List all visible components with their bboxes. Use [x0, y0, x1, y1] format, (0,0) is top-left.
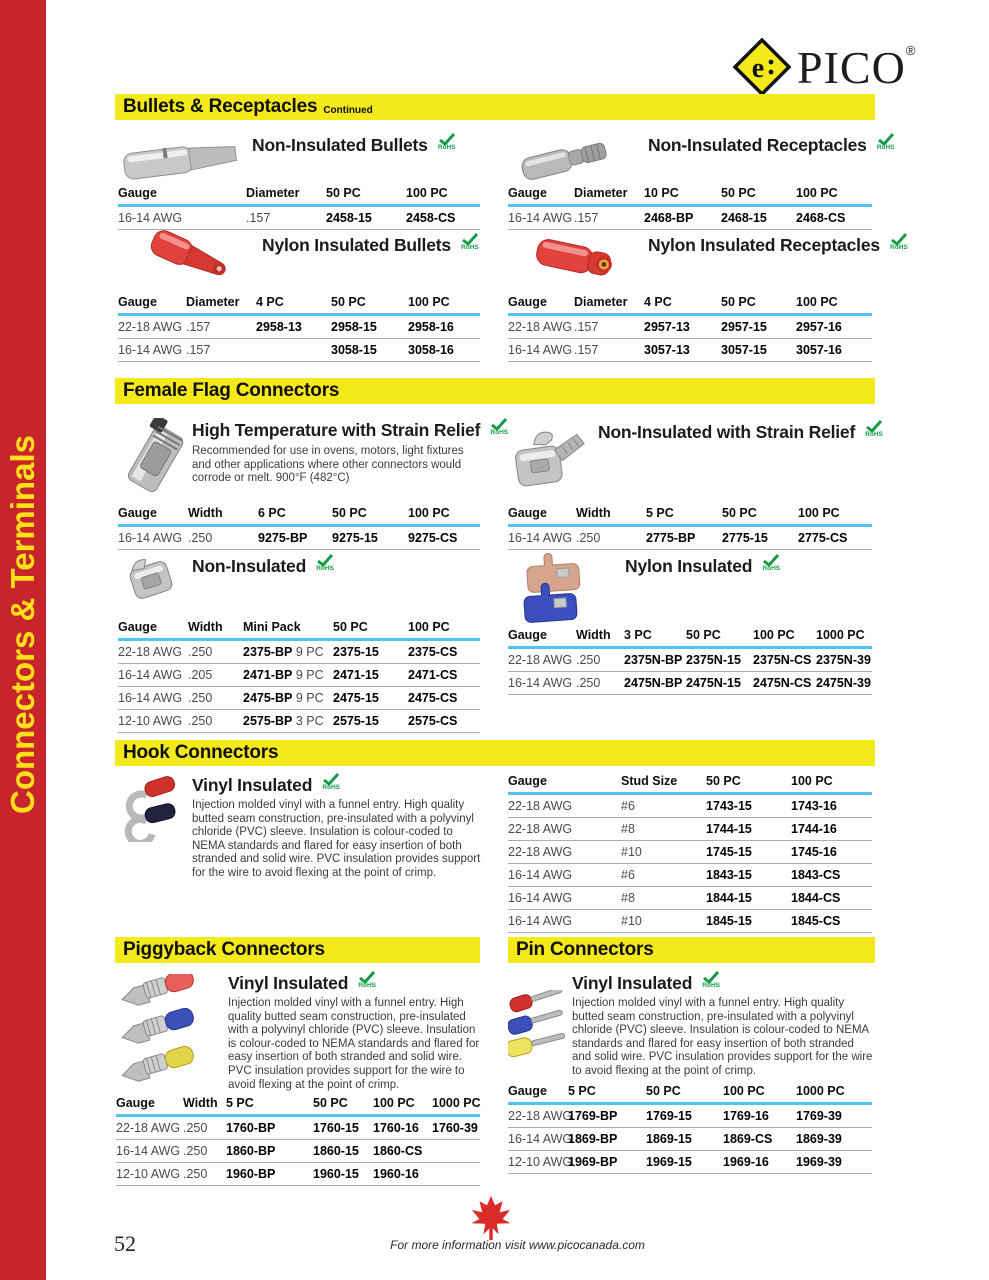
- table-cell: #8: [621, 891, 635, 905]
- table-cell: 2957-15: [721, 320, 767, 334]
- product-image-high-temp-flag: [118, 418, 192, 511]
- table-cell: 1969-39: [796, 1155, 842, 1169]
- section-title-suffix: Continued: [323, 104, 373, 116]
- table-cell: 9275-15: [332, 531, 378, 545]
- table-row: [118, 316, 480, 339]
- table-cell: .250: [183, 1144, 208, 1158]
- column-header: 50 PC: [722, 506, 757, 520]
- table-cell: 1869-BP: [568, 1132, 618, 1146]
- table-cell: 2458-15: [326, 211, 372, 225]
- footer-info: For more information visit www.picocanada.com: [390, 1238, 645, 1252]
- table-cell: 9275-CS: [408, 531, 458, 545]
- table-cell: 1960-15: [313, 1167, 359, 1181]
- table-cell: 22-18 AWG: [116, 1121, 181, 1135]
- column-header: Diameter: [186, 295, 240, 309]
- table-cell: .205: [188, 668, 213, 682]
- table-cell: 1769-16: [723, 1109, 769, 1123]
- table-cell: 2468-BP: [644, 211, 694, 225]
- table-cell: [432, 1167, 480, 1181]
- subsection-piggyback-vinyl: [228, 974, 376, 992]
- table-cell: .157: [246, 211, 271, 225]
- table-cell: 1743-16: [791, 799, 837, 813]
- hook-table: [508, 774, 872, 933]
- side-band: [0, 0, 46, 1280]
- table-cell: 2468-15: [721, 211, 767, 225]
- column-header: 50 PC: [313, 1096, 348, 1110]
- column-header: Width: [188, 506, 223, 520]
- column-header: Gauge: [118, 186, 157, 200]
- column-header: 50 PC: [332, 506, 367, 520]
- table-cell: 1743-15: [706, 799, 752, 813]
- table-cell: 3057-15: [721, 343, 767, 357]
- table-cell: 1860-BP: [226, 1144, 276, 1158]
- subsection-title: Vinyl Insulated: [192, 775, 313, 795]
- table-cell: .250: [576, 676, 601, 690]
- table-cell: .250: [188, 691, 213, 705]
- table-cell: 1869-15: [646, 1132, 692, 1146]
- non-insulated-sr-table: [508, 506, 872, 550]
- column-header: Width: [576, 628, 611, 642]
- table-cell: .250: [188, 645, 213, 659]
- table-cell: 16-14 AWG: [508, 676, 573, 690]
- subsection-non-insulated-bullets: [252, 136, 456, 154]
- table-cell: 16-14 AWG: [118, 691, 183, 705]
- table-cell: .250: [183, 1121, 208, 1135]
- table-cell: 1969-15: [646, 1155, 692, 1169]
- rohs-icon: RoHS: [865, 420, 883, 438]
- table-cell: 1760-BP: [226, 1121, 276, 1135]
- table-row: [118, 641, 480, 664]
- table-cell: .157: [574, 320, 599, 334]
- table-row: [508, 910, 872, 933]
- pico-diamond-icon: [733, 38, 791, 96]
- side-band-label: Connectors & Terminals: [4, 435, 41, 815]
- section-bar-female-flag: [115, 378, 875, 404]
- table-cell: 1969-16: [723, 1155, 769, 1169]
- product-image-nylon-insulated-receptacle: [528, 230, 628, 297]
- ff-nylon-insulated-table: [508, 628, 872, 695]
- subsection-nylon-insulated-receptacles: [648, 236, 908, 254]
- column-header: Gauge: [508, 774, 547, 788]
- product-image-non-insulated-strain-relief: [508, 418, 598, 505]
- table-cell: 16-14 AWG: [118, 531, 183, 545]
- subsection-ff-non-insulated: [192, 557, 334, 575]
- section-title: Piggyback Connectors: [123, 939, 325, 960]
- column-header: Diameter: [246, 186, 300, 200]
- rohs-icon: RoHS: [762, 554, 780, 572]
- table-cell: 1860-15: [313, 1144, 359, 1158]
- table-cell: 1769-BP: [568, 1109, 618, 1123]
- table-cell: 1769-39: [796, 1109, 842, 1123]
- table-cell: .250: [183, 1167, 208, 1181]
- piggyback-description: Injection molded vinyl with a funnel entry. High quality butted seam construction, pre-insulated with a polyvinyl chloride (PVC) sleeve. Insulation is colour-coded to NEMA standards and flared for easy insertion of both stranded and solid wire. PVC insulation provides support for the wire to avoid flexing at the point of crimp.: [228, 997, 480, 1091]
- table-cell: 2375N-39: [816, 653, 871, 667]
- column-header: 100 PC: [753, 628, 795, 642]
- column-header: Width: [576, 506, 611, 520]
- table-cell: 2458-CS: [406, 211, 456, 225]
- table-cell: 1860-CS: [373, 1144, 423, 1158]
- table-cell: 2471-15: [333, 668, 379, 682]
- rohs-icon: RoHS: [358, 971, 376, 989]
- table-cell: 2375-15: [333, 645, 379, 659]
- column-header: 1000 PC: [816, 628, 865, 642]
- rohs-icon: RoHS: [702, 971, 720, 989]
- column-header: Gauge: [118, 295, 157, 309]
- table-header-row: [118, 186, 480, 207]
- table-cell: #10: [621, 845, 642, 859]
- column-header: 100 PC: [408, 506, 450, 520]
- table-cell: 2471-CS: [408, 668, 458, 682]
- table-header-row: [118, 506, 480, 527]
- column-header: Diameter: [574, 186, 628, 200]
- table-cell: 12-10 AWG: [116, 1167, 181, 1181]
- column-header: 5 PC: [646, 506, 674, 520]
- table-row: [508, 672, 872, 695]
- rohs-icon: RoHS: [316, 554, 334, 572]
- table-cell: 1844-15: [706, 891, 752, 905]
- table-cell: 16-14 AWG: [116, 1144, 181, 1158]
- product-image-non-insulated-bullet: [120, 133, 245, 192]
- table-cell: 2375N-BP: [624, 653, 683, 667]
- subsection-title: Nylon Insulated: [625, 556, 753, 576]
- column-header: Gauge: [508, 186, 547, 200]
- product-image-nylon-insulated-bullet: [142, 230, 242, 297]
- product-image-piggyback-connectors: [116, 974, 202, 1093]
- column-header: 100 PC: [796, 186, 838, 200]
- table-cell: 1744-16: [791, 822, 837, 836]
- subsection-non-insulated-receptacles: [648, 136, 895, 154]
- table-cell: 16-14 AWG: [508, 1132, 573, 1146]
- table-cell: 2958-13: [256, 320, 302, 334]
- page-number: 52: [114, 1231, 136, 1256]
- table-cell: .250: [576, 531, 601, 545]
- table-row: [508, 887, 872, 910]
- table-cell: 2471-BP 9 PC: [243, 668, 324, 682]
- table-cell: 9275-BP: [258, 531, 308, 545]
- column-header: Gauge: [508, 1084, 547, 1098]
- table-cell: 1760-39: [432, 1121, 478, 1135]
- table-cell: 16-14 AWG: [118, 668, 183, 682]
- subsection-title: Nylon Insulated Receptacles: [648, 235, 880, 255]
- table-cell: #10: [621, 914, 642, 928]
- table-row: [118, 710, 480, 733]
- table-cell: 1843-CS: [791, 868, 841, 882]
- subsection-title: Non-Insulated with Strain Relief: [598, 422, 856, 442]
- table-cell: .250: [188, 531, 213, 545]
- table-row: [508, 795, 872, 818]
- table-row: [118, 207, 480, 230]
- table-row: [508, 818, 872, 841]
- table-cell: #8: [621, 822, 635, 836]
- column-header: 100 PC: [373, 1096, 415, 1110]
- section-title: Hook Connectors: [123, 742, 279, 763]
- column-header: Stud Size: [621, 774, 678, 788]
- table-header-row: [508, 774, 872, 795]
- table-cell: 2375N-15: [686, 653, 741, 667]
- column-header: 4 PC: [644, 295, 672, 309]
- table-cell: 2775-BP: [646, 531, 696, 545]
- table-row: [508, 841, 872, 864]
- table-row: [508, 339, 872, 362]
- table-cell: 2375-BP 9 PC: [243, 645, 324, 659]
- table-cell: 16-14 AWG: [508, 343, 573, 357]
- section-bar-piggyback: [115, 937, 480, 963]
- table-cell: 1845-CS: [791, 914, 841, 928]
- table-header-row: [116, 1096, 480, 1117]
- non-insulated-receptacles-table: [508, 186, 872, 230]
- table-cell: 1845-15: [706, 914, 752, 928]
- table-cell: 22-18 AWG: [508, 799, 573, 813]
- table-row: [508, 527, 872, 550]
- table-row: [508, 207, 872, 230]
- column-header: 5 PC: [226, 1096, 254, 1110]
- column-header: Diameter: [574, 295, 628, 309]
- column-header: 50 PC: [331, 295, 366, 309]
- table-cell: 2475-BP 9 PC: [243, 691, 324, 705]
- table-cell: 22-18 AWG: [118, 320, 183, 334]
- table-cell: 2475N-BP: [624, 676, 683, 690]
- table-row: [118, 687, 480, 710]
- table-header-row: [508, 506, 872, 527]
- table-row: [116, 1140, 480, 1163]
- table-cell: 1869-39: [796, 1132, 842, 1146]
- section-bar-hook: [115, 740, 875, 766]
- table-cell: 2475-CS: [408, 691, 458, 705]
- subsection-title: Non-Insulated Receptacles: [648, 135, 867, 155]
- column-header: Gauge: [118, 620, 157, 634]
- table-cell: 3058-16: [408, 343, 454, 357]
- table-cell: 22-18 AWG: [508, 320, 573, 334]
- table-cell: 16-14 AWG: [508, 211, 573, 225]
- product-image-nylon-insulated-flag: [512, 551, 596, 628]
- table-cell: #6: [621, 868, 635, 882]
- column-header: Width: [183, 1096, 218, 1110]
- table-cell: 1969-BP: [568, 1155, 618, 1169]
- table-cell: 3057-13: [644, 343, 690, 357]
- column-header: Gauge: [508, 295, 547, 309]
- table-cell: 2575-CS: [408, 714, 458, 728]
- table-row: [118, 664, 480, 687]
- column-header: 4 PC: [256, 295, 284, 309]
- product-image-hook-connectors: [116, 776, 186, 847]
- pin-table: [508, 1084, 872, 1174]
- table-row: [116, 1163, 480, 1186]
- pico-wordmark: PICO: [797, 42, 906, 93]
- table-cell: 2475-15: [333, 691, 379, 705]
- table-cell: 1843-15: [706, 868, 752, 882]
- table-cell: 2475N-39: [816, 676, 871, 690]
- column-header: Gauge: [508, 506, 547, 520]
- subsection-non-insulated-sr: [598, 423, 883, 441]
- column-header: 50 PC: [326, 186, 361, 200]
- product-image-pin-connectors: [508, 990, 572, 1067]
- table-cell: 2375N-CS: [753, 653, 812, 667]
- table-cell: 2958-15: [331, 320, 377, 334]
- nylon-insulated-receptacles-table: [508, 295, 872, 362]
- table-cell: 2575-BP 3 PC: [243, 714, 324, 728]
- column-header: 100 PC: [408, 295, 450, 309]
- table-cell: 22-18 AWG: [118, 645, 183, 659]
- table-cell: [432, 1144, 480, 1158]
- column-header: 10 PC: [644, 186, 679, 200]
- column-header: Gauge: [116, 1096, 155, 1110]
- column-header: 50 PC: [706, 774, 741, 788]
- table-cell: 2775-15: [722, 531, 768, 545]
- table-cell: 22-18 AWG: [508, 1109, 573, 1123]
- table-cell: 22-18 AWG: [508, 653, 573, 667]
- table-cell: .157: [574, 343, 599, 357]
- piggyback-table: [116, 1096, 480, 1186]
- table-row: [116, 1117, 480, 1140]
- table-row: [508, 864, 872, 887]
- table-cell: 1744-15: [706, 822, 752, 836]
- table-cell: 1745-15: [706, 845, 752, 859]
- subsection-title: High Temperature with Strain Relief: [192, 420, 481, 440]
- column-header: 100 PC: [406, 186, 448, 200]
- table-cell: .157: [574, 211, 599, 225]
- column-header: 1000 PC: [432, 1096, 481, 1110]
- subsection-pin-vinyl: [572, 974, 720, 992]
- table-cell: 2475N-15: [686, 676, 741, 690]
- column-header: 6 PC: [258, 506, 286, 520]
- table-cell: .157: [186, 320, 211, 334]
- section-title: Female Flag Connectors: [123, 380, 340, 401]
- column-header: 50 PC: [686, 628, 721, 642]
- table-cell: [256, 343, 331, 357]
- table-row: [508, 316, 872, 339]
- subsection-title: Vinyl Insulated: [228, 973, 349, 993]
- product-image-non-insulated-receptacle: [515, 133, 615, 188]
- table-cell: 1869-CS: [723, 1132, 773, 1146]
- pico-logo: [733, 38, 915, 96]
- column-header: 100 PC: [791, 774, 833, 788]
- table-cell: 16-14 AWG: [118, 211, 183, 225]
- table-cell: 16-14 AWG: [508, 914, 573, 928]
- subsection-title: Nylon Insulated Bullets: [262, 235, 451, 255]
- ff-non-insulated-table: [118, 620, 480, 733]
- table-cell: 22-18 AWG: [508, 845, 573, 859]
- rohs-icon: RoHS: [322, 773, 340, 791]
- table-header-row: [118, 295, 480, 316]
- table-cell: 3058-15: [331, 343, 377, 357]
- table-cell: 1769-15: [646, 1109, 692, 1123]
- column-header: Gauge: [118, 506, 157, 520]
- table-cell: 1960-16: [373, 1167, 419, 1181]
- table-cell: 16-14 AWG: [508, 891, 573, 905]
- subsection-ff-nylon-insulated: [625, 557, 780, 575]
- table-cell: 1960-BP: [226, 1167, 276, 1181]
- column-header: 50 PC: [333, 620, 368, 634]
- registered-mark: ®: [905, 43, 916, 58]
- column-header: 50 PC: [721, 295, 756, 309]
- subsection-title: Vinyl Insulated: [572, 973, 693, 993]
- pin-description: Injection molded vinyl with a funnel entry. High quality butted seam construction, pre-insulated with a polyvinyl chloride (PVC) sleeve. Insulation is colour-coded to NEMA standards and flared for easy insertion of both stranded and solid wire. PVC insulation provides support for the wire to avoid flexing at the point of crimp.: [572, 997, 873, 1077]
- column-header: 3 PC: [624, 628, 652, 642]
- table-header-row: [118, 620, 480, 641]
- table-cell: 2475N-CS: [753, 676, 812, 690]
- table-header-row: [508, 295, 872, 316]
- hook-description: Injection molded vinyl with a funnel entry. High quality butted seam construction, pre-insulated with a polyvinyl chloride (PVC) sleeve. Insulation is colour-coded to NEMA standards and flared for easy insertion of both stranded and solid wire. PVC insulation provides support for the wire to avoid flexing at the point of crimp.: [192, 799, 481, 879]
- table-cell: 2775-CS: [798, 531, 848, 545]
- table-cell: 3057-16: [796, 343, 842, 357]
- svg-text:e: e: [751, 53, 765, 84]
- subsection-hook-vinyl: [192, 776, 340, 794]
- table-cell: 16-14 AWG: [118, 343, 183, 357]
- table-row: [508, 1105, 872, 1128]
- table-header-row: [508, 628, 872, 649]
- table-cell: 16-14 AWG: [508, 531, 573, 545]
- column-header: 50 PC: [646, 1084, 681, 1098]
- table-cell: 2957-13: [644, 320, 690, 334]
- table-cell: 2575-15: [333, 714, 379, 728]
- section-title: Bullets & Receptacles: [123, 96, 318, 117]
- high-temp-description: Recommended for use in ovens, motors, light fixtures and other applications where other connectors would corrode or melt. 900°F (482°C): [192, 445, 464, 485]
- table-cell: 2375-CS: [408, 645, 458, 659]
- table-cell: 1844-CS: [791, 891, 841, 905]
- table-cell: 2468-CS: [796, 211, 846, 225]
- table-cell: .250: [576, 653, 601, 667]
- table-cell: 1760-15: [313, 1121, 359, 1135]
- subsection-nylon-insulated-bullets: [262, 236, 479, 254]
- table-row: [508, 1128, 872, 1151]
- table-cell: #6: [621, 799, 635, 813]
- section-bar-bullets-receptacles: [115, 94, 875, 120]
- column-header: Width: [188, 620, 223, 634]
- subsection-title: Non-Insulated: [192, 556, 307, 576]
- rohs-icon: RoHS: [438, 133, 456, 151]
- table-cell: 2957-16: [796, 320, 842, 334]
- table-header-row: [508, 186, 872, 207]
- table-row: [508, 1151, 872, 1174]
- table-cell: 12-10 AWG: [118, 714, 183, 728]
- table-cell: 1760-16: [373, 1121, 419, 1135]
- table-row: [508, 649, 872, 672]
- column-header: 100 PC: [408, 620, 450, 634]
- subsection-high-temp: [192, 421, 508, 439]
- column-header: Mini Pack: [243, 620, 301, 634]
- table-row: [118, 527, 480, 550]
- table-cell: .250: [188, 714, 213, 728]
- table-cell: 16-14 AWG: [508, 868, 573, 882]
- rohs-icon: RoHS: [890, 233, 908, 251]
- column-header: 5 PC: [568, 1084, 596, 1098]
- rohs-icon: RoHS: [490, 418, 508, 436]
- subsection-title: Non-Insulated Bullets: [252, 135, 428, 155]
- high-temp-table: [118, 506, 480, 550]
- section-bar-pin: [508, 937, 875, 963]
- table-row: [118, 339, 480, 362]
- rohs-icon: RoHS: [877, 133, 895, 151]
- table-cell: 12-10 AWG: [508, 1155, 573, 1169]
- column-header: 100 PC: [798, 506, 840, 520]
- section-title: Pin Connectors: [516, 939, 654, 960]
- nylon-insulated-bullets-table: [118, 295, 480, 362]
- column-header: 50 PC: [721, 186, 756, 200]
- table-cell: 22-18 AWG: [508, 822, 573, 836]
- table-cell: 1745-16: [791, 845, 837, 859]
- non-insulated-bullets-table: [118, 186, 480, 230]
- column-header: 1000 PC: [796, 1084, 845, 1098]
- rohs-icon: RoHS: [461, 233, 479, 251]
- column-header: 100 PC: [796, 295, 838, 309]
- table-cell: 2958-16: [408, 320, 454, 334]
- table-header-row: [508, 1084, 872, 1105]
- table-cell: .157: [186, 343, 211, 357]
- product-image-non-insulated-flag: [122, 551, 180, 614]
- column-header: Gauge: [508, 628, 547, 642]
- column-header: 100 PC: [723, 1084, 765, 1098]
